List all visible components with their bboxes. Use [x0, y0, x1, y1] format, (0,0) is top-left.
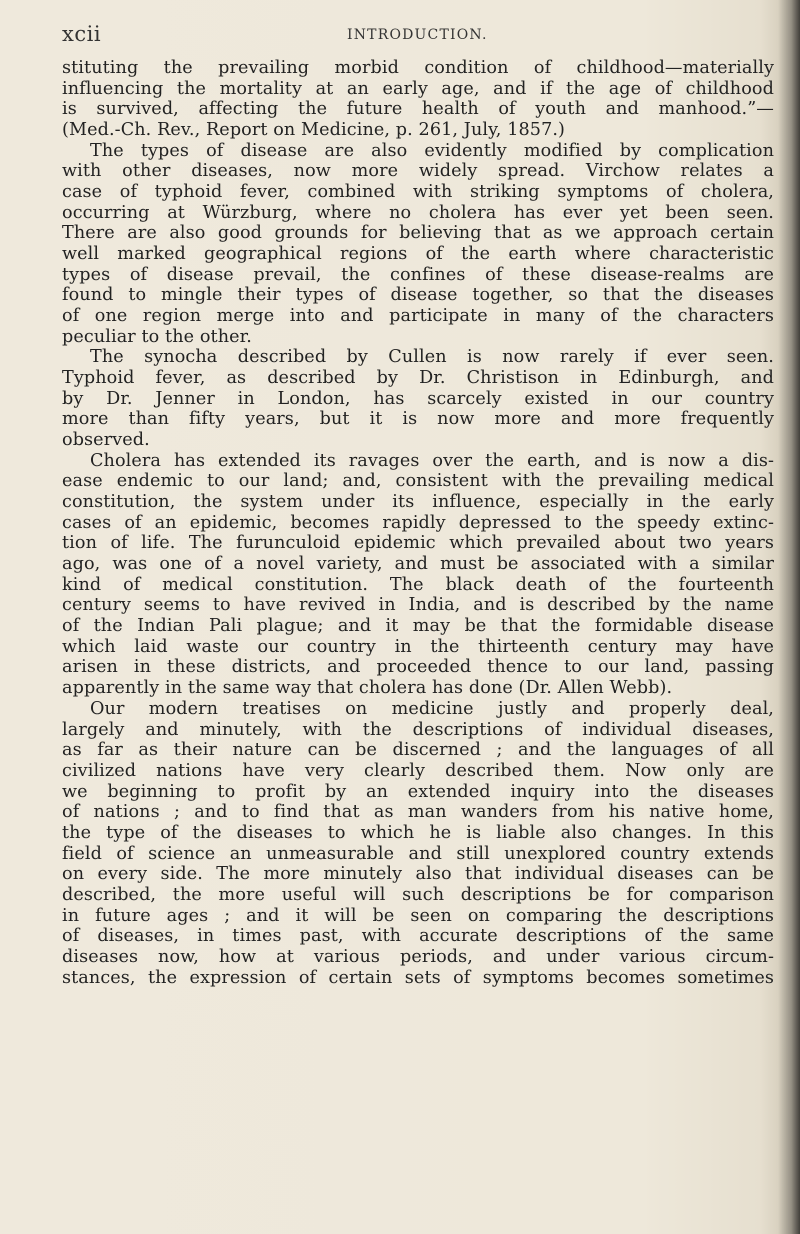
text-line: kind of medical constitution. The black death of the fourteenth [62, 574, 774, 595]
text-line: ease endemic to our land; and, consistent with the prevailing medical [62, 471, 774, 492]
text-line: by Dr. Jenner in London, has scarcely existed in our country [62, 388, 774, 409]
page-number: xcii [62, 22, 102, 46]
text-line: is survived, affecting the future health of youth and manhood.”— [62, 99, 774, 120]
text-line: Our modern treatises on medicine justly and properly deal, [90, 698, 774, 719]
text-line: The synocha described by Cullen is now rarely if ever seen. [90, 347, 774, 368]
body-text [62, 58, 774, 988]
text-line: in future ages ; and it will be seen on comparing the descriptions [62, 905, 774, 926]
text-line: of one region merge into and participate in many of the characters [62, 306, 774, 327]
text-line: (Med.-Ch. Rev., Report on Medicine, p. 261, July, 1857.) [62, 120, 566, 141]
text-line: stances, the expression of certain sets of symptoms becomes sometimes [62, 967, 774, 988]
text-line: tion of life. The furunculoid epidemic which prevailed about two years [62, 533, 774, 554]
text-line: of nations ; and to find that as man wanders from his native home, [62, 802, 774, 823]
text-line: field of science an unmeasurable and still unexplored country extends [62, 843, 774, 864]
text-line: of the Indian Pali plague; and it may be that the formidable disease [62, 616, 774, 637]
text-line: arisen in these districts, and proceeded thence to our land, passing [62, 657, 774, 678]
text-line: apparently in the same way that cholera has done (Dr. Allen Webb). [62, 678, 673, 699]
text-line: types of disease prevail, the confines of these disease-realms are [62, 264, 774, 285]
text-line: There are also good grounds for believing that as we approach certain [62, 223, 774, 244]
text-line: peculiar to the other. [62, 326, 252, 347]
text-line: more than fifty years, but it is now more and more frequently [62, 409, 774, 430]
text-line: of diseases, in times past, with accurate descriptions of the same [62, 926, 774, 947]
text-line: civilized nations have very clearly described them. Now only are [62, 760, 774, 781]
text-line: we beginning to profit by an extended inquiry into the diseases [62, 781, 774, 802]
text-line: which laid waste our country in the thirteenth century may have [62, 636, 774, 657]
text-line: found to mingle their types of disease together, so that the diseases [62, 285, 774, 306]
text-line: ago, was one of a novel variety, and must be associated with a similar [62, 554, 774, 575]
text-line: as far as their nature can be discerned ; and the languages of all [62, 740, 774, 761]
text-line: constitution, the system under its influence, especially in the early [62, 492, 774, 513]
text-line: occurring at Würzburg, where no cholera has ever yet been seen. [62, 202, 774, 223]
text-line: largely and minutely, with the descriptions of individual diseases, [62, 719, 774, 740]
text-line: observed. [62, 430, 150, 451]
text-line: the type of the diseases to which he is liable also changes. In this [62, 822, 774, 843]
text-line: Cholera has extended its ravages over the earth, and is now a dis- [90, 450, 774, 471]
text-line: cases of an epidemic, becomes rapidly depressed to the speedy extinc- [62, 512, 774, 533]
text-line: influencing the mortality at an early age, and if the age of childhood [62, 78, 774, 99]
page-edge-shadow [778, 0, 800, 1234]
page-header [62, 22, 762, 52]
text-line: century seems to have revived in India, and is described by the name [62, 595, 774, 616]
text-line: diseases now, how at various periods, and under various circum- [62, 946, 774, 967]
text-line: Typhoid fever, as described by Dr. Christison in Edinburgh, and [62, 368, 774, 389]
text-line: on every side. The more minutely also that individual diseases can be [62, 864, 774, 885]
text-line: case of typhoid fever, combined with striking symptoms of cholera, [62, 182, 774, 203]
text-line: described, the more useful will such descriptions be for comparison [62, 884, 774, 905]
text-line: well marked geographical regions of the earth where characteristic [62, 244, 774, 265]
running-head: INTRODUCTION. [347, 27, 488, 43]
text-line: stituting the prevailing morbid condition of childhood—materially [62, 58, 774, 78]
text-line: with other diseases, now more widely spread. Virchow relates a [62, 161, 774, 182]
text-line: The types of disease are also evidently modified by complication [90, 140, 774, 161]
